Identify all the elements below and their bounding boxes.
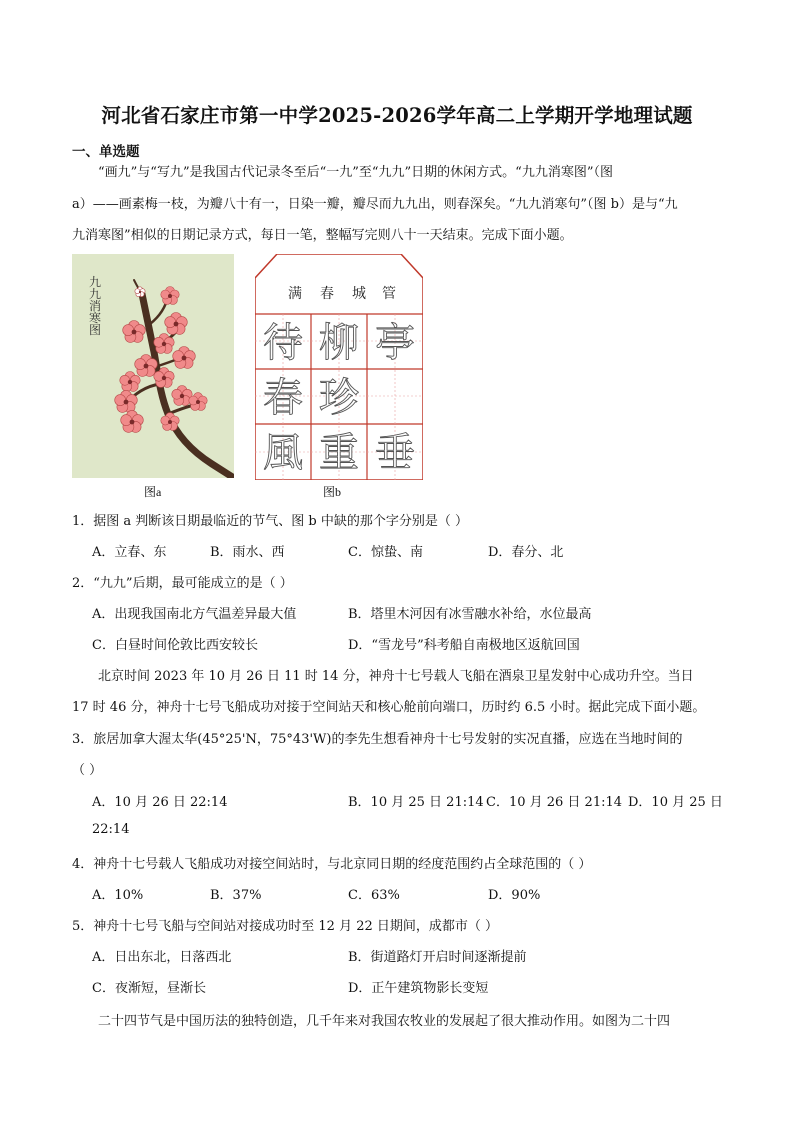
grid-char-r2c2: 珍 [319,375,359,421]
q2-option-b[interactable]: B．塔里木河因有冰雪融水补给，水位最高 [348,607,592,622]
q1-option-b[interactable]: B．雨水、西 [210,545,285,560]
q3-option-d-cont: 22:14 [92,822,130,837]
passage-1 [72,157,724,252]
grid-char-r2c1: 春 [263,375,303,421]
passage-1-line-2: a）——画素梅一枝，为瓣八十有一，日染一瓣，瓣尽而九九出，则春深矣。“九九消寒句”（图 b）是与“九 [72,196,678,212]
question-1-stem: 1．据图 a 判断该日期最临近的节气、图 b 中缺的那个字分别是（ ） [72,514,469,529]
q5-option-d[interactable]: D．正午建筑物影长变短 [348,981,489,996]
plum-flower [161,287,179,305]
grid-char-r3c1: 風 [263,430,303,476]
page-title: 河北省石家庄市第一中学2025-2026学年高二上学期开学地理试题 [101,104,693,127]
plum-flower [115,390,138,412]
grid-char-r1c3: 亭 [375,320,415,366]
header-char-1: 满 [288,286,302,302]
question-4-stem: 4．神舟十七号载人飞船成功对接空间站时，与北京同日期的经度范围约占全球范围的（ ） [72,857,592,872]
header-char-3: 城 [352,286,366,302]
figure-b-caption: 图b [323,485,342,499]
grid-char-r3c2: 重 [319,430,359,476]
passage-3-line-1: 二十四节气是中国历法的独特创造，几千年来对我国农牧业的发展起了很大推动作用。如图为二十四 [98,1014,671,1029]
q3-option-a[interactable]: A．10 月 26 日 22:14 [92,795,228,810]
q4-option-c[interactable]: C．63% [348,888,400,903]
grid-char-r1c1: 待 [263,320,303,366]
q5-option-a[interactable]: A．日出东北，日落西北 [92,950,232,965]
q3-option-c[interactable]: C．10 月 26 日 21:14 [486,795,623,810]
passage-2-line-1: 北京时间 2023 年 10 月 26 日 11 时 14 分，神舟十七号载人飞船在酒泉卫星发射中心成功升空。当日 [98,669,694,684]
q1-option-a[interactable]: A．立春、东 [92,545,167,560]
q5-option-b[interactable]: B．街道路灯开启时间逐渐提前 [348,950,527,965]
q2-option-a[interactable]: A．出现我国南北方气温差异最大值 [92,607,297,622]
plum-flower [165,313,188,335]
q1-option-c[interactable]: C．惊蛰、南 [348,545,423,560]
figure-a-plum-blossom [72,254,234,478]
q5-option-c[interactable]: C．夜渐短，昼渐长 [92,981,206,996]
question-2-stem: 2．“九九”后期，最可能成立的是（ ） [72,576,293,591]
plum-flower [120,372,140,392]
grid-char-r1c2: 柳 [319,320,359,366]
q4-option-b[interactable]: B．37% [210,888,262,903]
question-5-stem: 5．神舟十七号飞船与空间站对接成功时至 12 月 22 日期间，成都市（ ） [72,919,499,934]
header-char-2: 春 [320,286,334,302]
plum-blossoms [115,287,208,433]
figure-a-caption: 图a [144,485,162,499]
plum-flower [173,347,196,369]
passage-2-line-2: 17 时 46 分，神舟十七号飞船成功对接于空间站天和核心舱前向端口，历时约 6.5 小时。据此完成下面小题。 [72,700,706,715]
section-heading: 一、单选题 [72,144,140,160]
plum-flower [161,413,179,431]
q3-option-d[interactable]: D．10 月 25 日 [628,795,723,810]
q4-option-d[interactable]: D．90% [488,888,541,903]
header-char-4: 管 [382,286,396,302]
q3-option-b[interactable]: B．10 月 25 日 21:14 [348,795,484,810]
plum-flower [135,287,145,297]
passage-1-line-1: “画九”与“写九”是我国古代记录冬至后“一九”至“九九”日期的休闲方式。“九九消寒图”（图 [98,165,613,180]
figure-b-character-grid [255,254,423,480]
q2-option-d[interactable]: D．“雪龙号”科考船自南极地区返航回国 [348,638,580,653]
passage-1-line-3: 九消寒图”相似的日期记录方式，每日一笔，整幅写完则八十一天结束。完成下面小题。 [72,228,573,243]
grid-char-r3c3: 垂 [375,430,415,476]
plum-flower [123,321,146,343]
plum-flower [121,410,144,432]
q4-option-a[interactable]: A．10% [92,888,144,903]
question-3-stem-cont: （ ） [72,763,103,778]
question-3-stem: 3．旅居加拿大渥太华(45°25'N，75°43'W)的李先生想看神舟十七号发射的实况直播，应选在当地时间的 [72,732,683,747]
figure-a-vertical-title: 九 九 消 寒 图 [88,275,101,337]
q2-option-c[interactable]: C．白昼时间伦敦比西安较长 [92,638,258,653]
grid-frame [255,254,423,480]
q1-option-d[interactable]: D．春分、北 [488,545,564,560]
